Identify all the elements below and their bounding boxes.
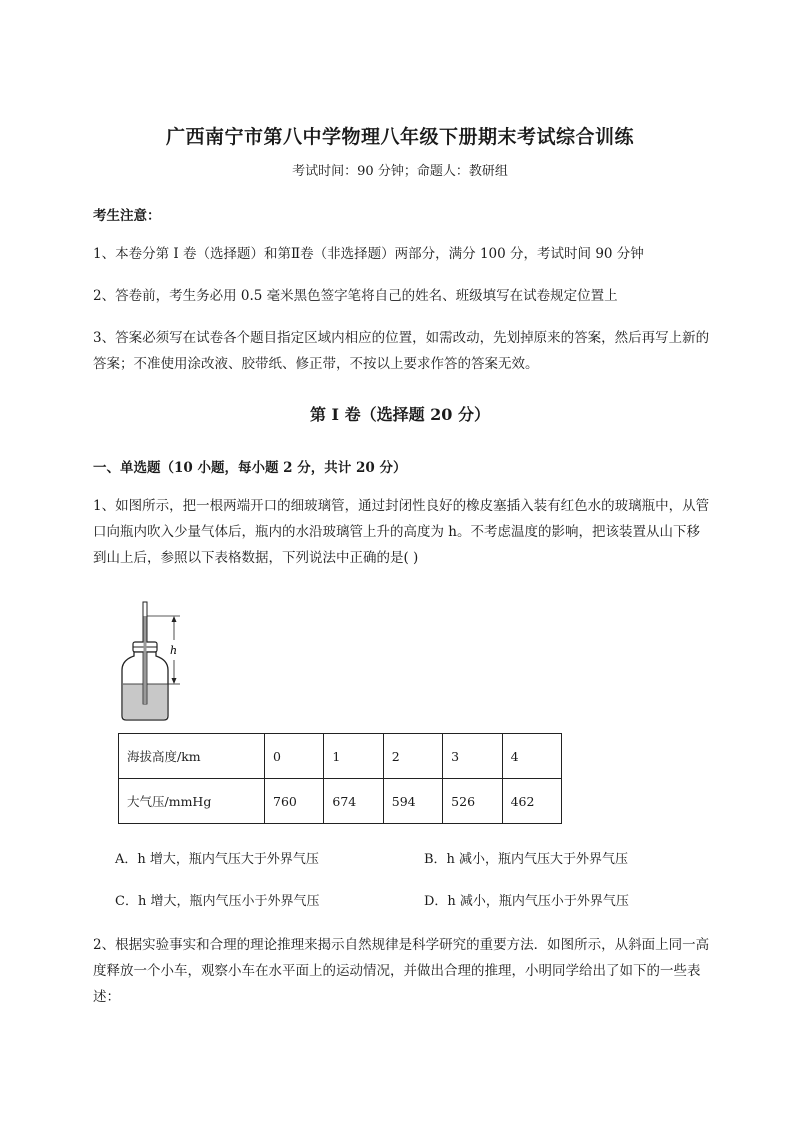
option-d[interactable]: D．h 减小，瓶内气压小于外界气压: [424, 894, 629, 909]
table-cell: 526: [443, 779, 502, 824]
table-row: [119, 779, 562, 824]
table-row: [119, 734, 562, 779]
table-cell: 海拔高度/km: [119, 734, 265, 779]
question-2-text: 2、根据实验事实和合理的理论推理来揭示自然规律是科学研究的重要方法．如图所示，从斜面上同一高度释放一个小车，观察小车在水平面上的运动情况，并做出合理的推理，小明同学给出了如下的一些表述：: [93, 937, 710, 1005]
page-title: 广西南宁市第八中学物理八年级下册期末考试综合训练: [165, 126, 634, 148]
table-cell: 3: [443, 734, 502, 779]
notice-heading: 考生注意：: [93, 208, 161, 224]
bottle-figure: [110, 598, 200, 724]
table-cell: 760: [265, 779, 324, 824]
table-cell: 1: [324, 734, 383, 779]
table-cell: 4: [502, 734, 561, 779]
option-a[interactable]: A．h 增大，瓶内气压大于外界气压: [115, 852, 319, 867]
notice-item-3: 3、答案必须写在试卷各个题目指定区域内相应的位置，如需改动，先划掉原来的答案，然后再写上新的答案；不准使用涂改液、胶带纸、修正带，不按以上要求作答的答案无效。: [93, 330, 710, 372]
exam-info: 考试时间：90 分钟；命题人：教研组: [292, 164, 508, 179]
section-title: 第 I 卷（选择题 20 分）: [309, 405, 491, 424]
table-cell: 0: [265, 734, 324, 779]
option-c[interactable]: C．h 增大，瓶内气压小于外界气压: [115, 894, 320, 909]
table-cell: 2: [383, 734, 442, 779]
table-cell: 674: [324, 779, 383, 824]
table-cell: 594: [383, 779, 442, 824]
part-heading: 一、单选题（10 小题，每小题 2 分，共计 20 分）: [93, 460, 407, 476]
notice-item-1: 1、本卷分第 I 卷（选择题）和第Ⅱ卷（非选择题）两部分，满分 100 分，考试时间 90 分钟: [93, 246, 644, 262]
table-cell: 大气压/mmHg: [119, 779, 265, 824]
bottle-diagram: [110, 598, 200, 724]
question-1-text: 1、如图所示，把一根两端开口的细玻璃管，通过封闭性良好的橡皮塞插入装有红色水的玻璃瓶中，从管口向瓶内吹入少量气体后，瓶内的水沿玻璃管上升的高度为 h。不考虑温度的影响，把该装置从山下移到山上后，参照以下表格数据，下列说法中正确的是( ): [93, 498, 710, 566]
h-label: h: [170, 644, 178, 657]
altitude-pressure-table: [118, 733, 562, 824]
option-b[interactable]: B．h 减小，瓶内气压大于外界气压: [424, 852, 629, 867]
notice-item-2: 2、答卷前，考生务必用 0.5 毫米黑色签字笔将自己的姓名、班级填写在试卷规定位置上: [93, 288, 618, 304]
table-cell: 462: [502, 779, 561, 824]
